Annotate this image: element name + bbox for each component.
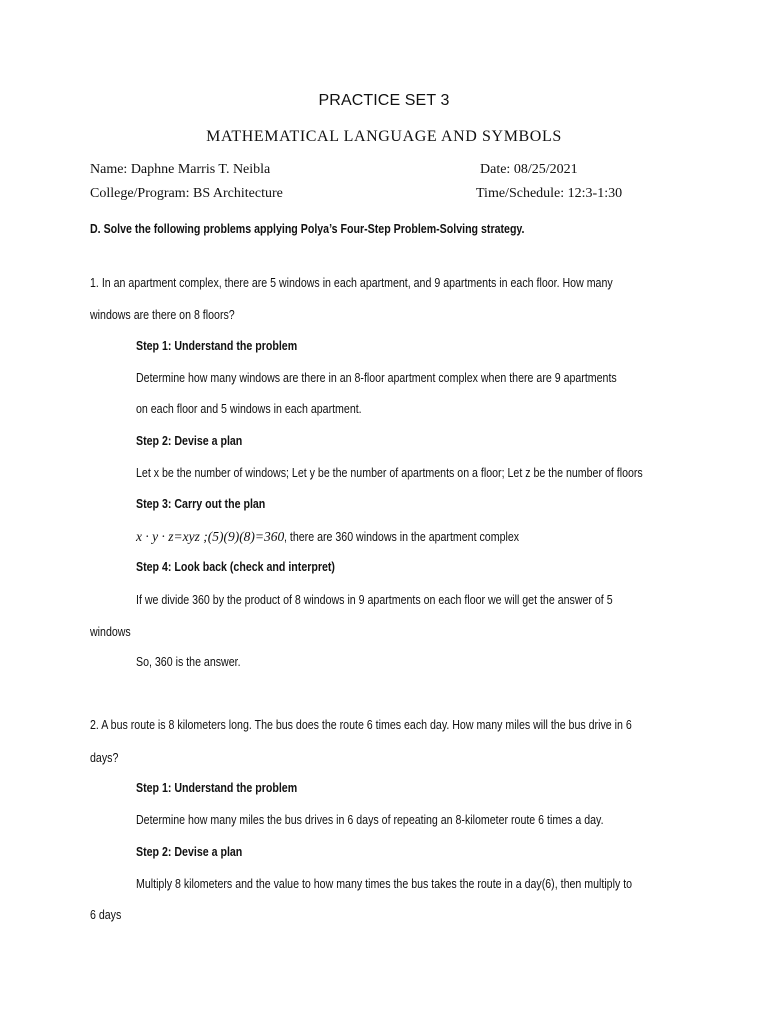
page-title: PRACTICE SET 3 (318, 92, 450, 109)
problem1-step4-line2: windows (90, 625, 131, 639)
problem1-step1-heading: Step 1: Understand the problem (136, 339, 298, 353)
problem2-question-line1: 2. A bus route is 8 kilometers long. The bus does the route 6 times each day. How many miles will the bus drive in 6 (90, 718, 632, 732)
problem1-question-line1: 1. In an apartment complex, there are 5 windows in each apartment, and 9 apartments in each floor. How many (90, 276, 613, 290)
problem1-step4-line1: If we divide 360 by the product of 8 windows in 9 apartments on each floor we will get the answer of 5 (136, 593, 613, 607)
problem2-step2-heading: Step 2: Devise a plan (136, 845, 243, 859)
problem1-step4-heading: Step 4: Look back (check and interpret) (136, 560, 335, 574)
submission-date: Date: 08/25/2021 (480, 162, 578, 177)
problem1-step2-text: Let x be the number of windows; Let y be the number of apartments on a floor; Let z be the number of floors (136, 466, 643, 480)
student-name: Name: Daphne Marris T. Neibla (90, 162, 271, 177)
problem1-step1-line1: Determine how many windows are there in an 8-floor apartment complex when there are 9 apartments (136, 371, 617, 385)
problem2-step1-text: Determine how many miles the bus drives in 6 days of repeating an 8-kilometer route 6 times a day. (136, 813, 604, 827)
problem2-step2-line2: 6 days (90, 908, 122, 922)
problem1-step3-text: , there are 360 windows in the apartment complex (284, 530, 520, 544)
problem1-step3-equation: x · y · z=xyz ;(5)(9)(8)=360 (136, 529, 285, 544)
problem1-step2-heading: Step 2: Devise a plan (136, 434, 243, 448)
problem1-question-line2: windows are there on 8 floors? (90, 308, 235, 322)
problem1-step3-line (136, 528, 561, 546)
problem1-conclusion: So, 360 is the answer. (136, 655, 241, 669)
problem2-step2-line1: Multiply 8 kilometers and the value to how many times the bus takes the route in a day(6), then multiply to (136, 877, 633, 891)
problem1-step1-line2: on each floor and 5 windows in each apartment. (136, 402, 362, 416)
college-program: College/Program: BS Architecture (90, 186, 283, 201)
problem2-question-line2: days? (90, 751, 119, 765)
time-schedule: Time/Schedule: 12:3-1:30 (476, 186, 623, 201)
problem1-step3-heading: Step 3: Carry out the plan (136, 497, 266, 511)
problem2-step1-heading: Step 1: Understand the problem (136, 781, 298, 795)
instruction-text: D. Solve the following problems applying Polya’s Four-Step Problem-Solving strategy. (90, 222, 525, 236)
page-subtitle: MATHEMATICAL LANGUAGE AND SYMBOLS (206, 128, 562, 145)
